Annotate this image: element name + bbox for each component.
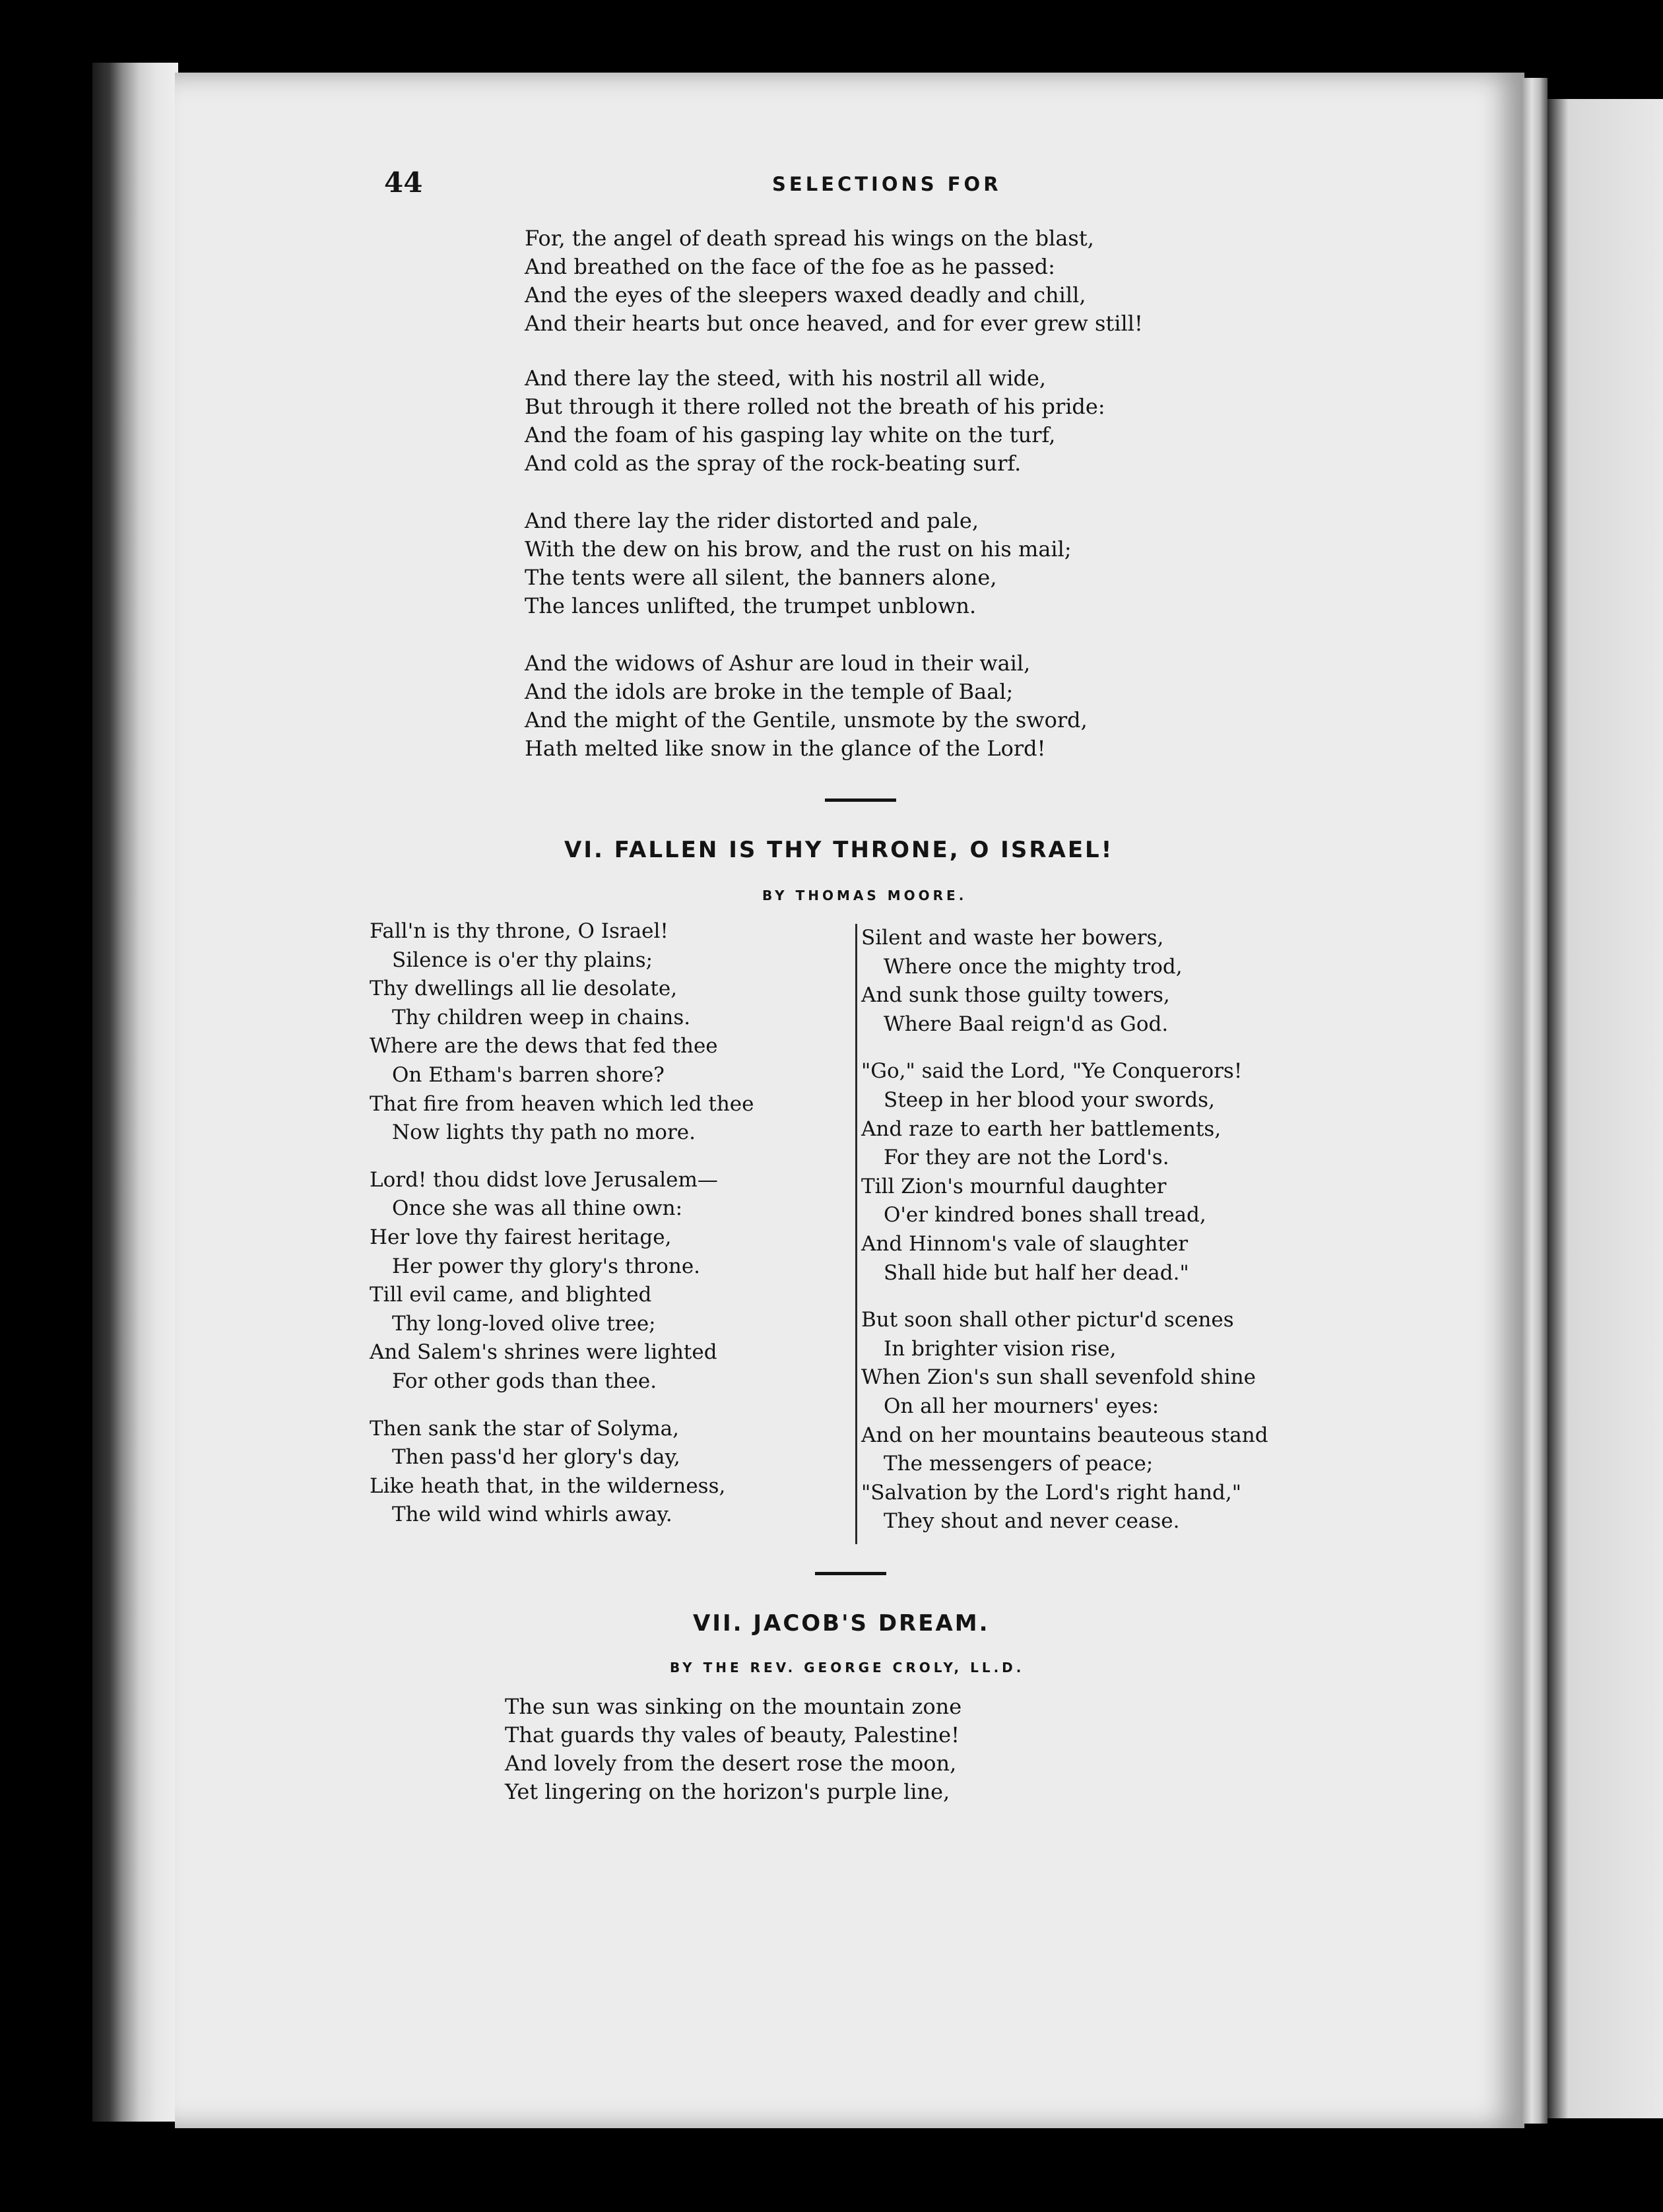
verse-line: On all her mourners' eyes:: [884, 1394, 1159, 1418]
verse-line: But soon shall other pictur'd scenes: [861, 1308, 1234, 1332]
verse-line: And there lay the rider distorted and pale,: [525, 508, 979, 533]
verse-line: And Hinnom's vale of slaughter: [861, 1231, 1189, 1256]
page-edge: [1521, 78, 1548, 2124]
verse-line: When Zion's sun shall sevenfold shine: [861, 1365, 1256, 1390]
verse-line: The messengers of peace;: [884, 1452, 1154, 1476]
verse-line: Yet lingering on the horizon's purple line,: [505, 1779, 950, 1804]
verse-line: And the foam of his gasping lay white on the turf,: [525, 422, 1056, 447]
verse-line: That guards thy vales of beauty, Palestine!: [505, 1722, 960, 1747]
facing-page: [1548, 99, 1663, 2118]
verse-line: Silence is o'er thy plains;: [392, 948, 653, 972]
verse-line: Where once the mighty trod,: [884, 954, 1183, 979]
section-6-title: VI. FALLEN IS THY THRONE, O ISRAEL!: [564, 837, 1114, 863]
verse-line: The sun was sinking on the mountain zone: [505, 1694, 962, 1719]
verse-line: On Etham's barren shore?: [392, 1062, 665, 1087]
stanza-4: [525, 649, 1088, 763]
verse-line: And the eyes of the sleepers waxed deadly and chill,: [525, 282, 1086, 308]
verse-line: Her power thy glory's throne.: [392, 1254, 701, 1278]
verse-line: And the might of the Gentile, unsmote by the sword,: [525, 707, 1088, 732]
verse-line: Till evil came, and blighted: [370, 1283, 652, 1307]
verse-line: The lances unlifted, the trumpet unblown.: [525, 593, 977, 618]
section-divider: [815, 1572, 886, 1575]
column-divider: [855, 924, 857, 1544]
stanza-1: [525, 224, 1143, 338]
verse-line: And Salem's shrines were lighted: [370, 1340, 717, 1365]
verse-line: That fire from heaven which led thee: [370, 1091, 754, 1116]
verse-line: Thy dwellings all lie desolate,: [370, 977, 678, 1001]
verse-line: But through it there rolled not the breath of his pride:: [525, 394, 1105, 419]
running-head: SELECTIONS FOR: [772, 173, 1002, 195]
right-column: [861, 924, 1268, 1536]
verse-line: And cold as the spray of the rock-beating surf.: [525, 451, 1022, 476]
section-6-byline: BY THOMAS MOORE.: [762, 888, 967, 903]
left-column: [370, 917, 754, 1530]
verse-line: Silent and waste her bowers,: [861, 926, 1164, 950]
verse-line: Where are the dews that fed thee: [370, 1034, 718, 1058]
verse-line: And lovely from the desert rose the moon,: [505, 1751, 957, 1776]
verse-line: For they are not the Lord's.: [884, 1146, 1169, 1170]
verse-line: And sunk those guilty towers,: [861, 983, 1170, 1008]
verse-line: "Salvation by the Lord's right hand,": [861, 1480, 1241, 1505]
verse-line: Hath melted like snow in the glance of the Lord!: [525, 736, 1046, 761]
verse-line: Then sank the star of Solyma,: [370, 1416, 679, 1441]
verse-line: Thy children weep in chains.: [392, 1005, 691, 1029]
verse-line: And on her mountains beauteous stand: [861, 1423, 1268, 1447]
verse-line: And the widows of Ashur are loud in their wail,: [525, 651, 1031, 676]
stanza-3: [525, 507, 1072, 620]
verse-line: Shall hide but half her dead.": [884, 1260, 1189, 1285]
verse-line: Where Baal reign'd as God.: [884, 1012, 1169, 1036]
verse-line: And breathed on the face of the foe as he passed:: [525, 254, 1055, 279]
verse-line: For, the angel of death spread his wings on the blast,: [525, 226, 1094, 251]
verse-line: And the idols are broke in the temple of Baal;: [525, 679, 1014, 704]
verse-line: In brighter vision rise,: [884, 1336, 1117, 1361]
verse-line: The tents were all silent, the banners alone,: [525, 565, 997, 590]
verse-line: Like heath that, in the wilderness,: [370, 1474, 726, 1498]
section-7-stanza: [505, 1693, 962, 1806]
verse-line: Steep in her blood your swords,: [884, 1088, 1215, 1112]
verse-line: And their hearts but once heaved, and for ever grew still!: [525, 311, 1143, 336]
verse-line: Thy long-loved olive tree;: [392, 1311, 656, 1336]
section-7-title: VII. JACOB'S DREAM.: [693, 1610, 990, 1637]
verse-line: "Go," said the Lord, "Ye Conquerors!: [861, 1059, 1243, 1084]
section-divider: [825, 798, 896, 802]
book-spine: [92, 63, 178, 2122]
verse-line: Fall'n is thy throne, O Israel!: [370, 919, 668, 943]
verse-line: Till Zion's mournful daughter: [861, 1174, 1167, 1198]
verse-line: And there lay the steed, with his nostril all wide,: [525, 366, 1047, 391]
stanza-2: [525, 364, 1105, 478]
verse-line: Her love thy fairest heritage,: [370, 1225, 672, 1249]
verse-line: Once she was all thine own:: [392, 1196, 683, 1221]
verse-line: With the dew on his brow, and the rust on his mail;: [525, 537, 1072, 562]
verse-line: Now lights thy path no more.: [392, 1121, 696, 1145]
section-7-byline: BY THE REV. GEORGE CROLY, LL.D.: [670, 1660, 1025, 1675]
verse-line: O'er kindred bones shall tread,: [884, 1203, 1206, 1227]
verse-line: For other gods than thee.: [392, 1369, 657, 1393]
page-number: 44: [384, 166, 423, 199]
verse-line: They shout and never cease.: [884, 1509, 1180, 1534]
verse-line: Lord! thou didst love Jerusalem—: [370, 1167, 718, 1192]
verse-line: Then pass'd her glory's day,: [392, 1445, 680, 1470]
verse-line: And raze to earth her battlements,: [861, 1117, 1222, 1141]
verse-line: The wild wind whirls away.: [392, 1503, 672, 1527]
